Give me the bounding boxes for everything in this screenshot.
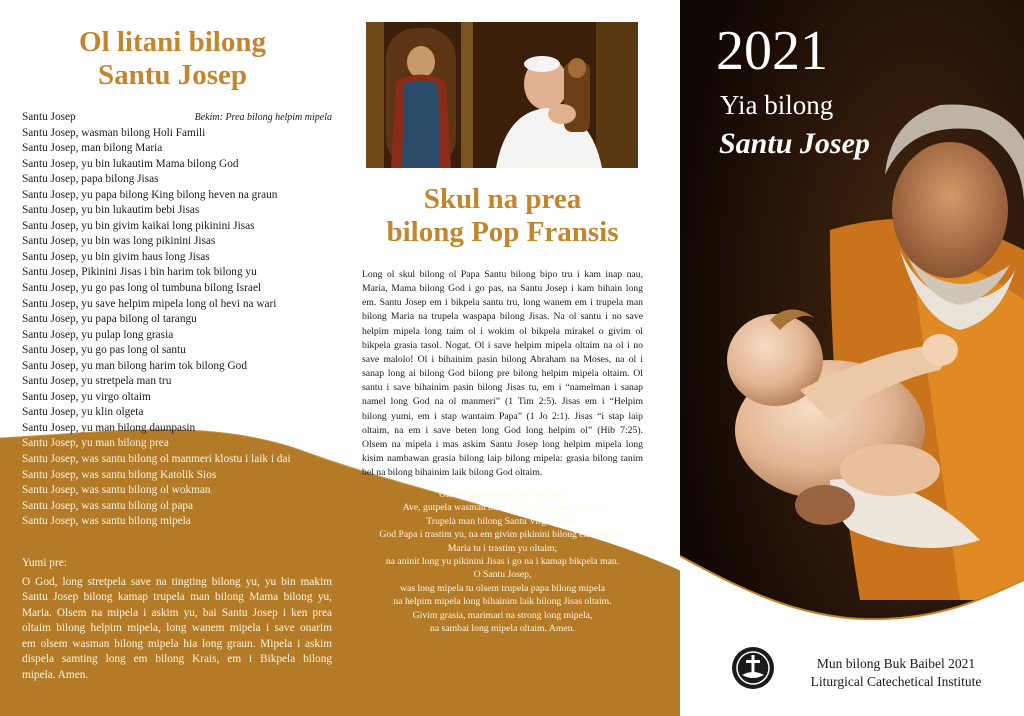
homily-line: Maria, Mama bilong God i go pas, na Santu Josep i kam bihain long <box>362 283 643 295</box>
litany-line: Santu Josep, was santu bilong ol papa <box>22 499 194 512</box>
litany-line: Santu Josep, yu go pas long ol santu <box>22 344 186 357</box>
homily-line: em. Santu Josep em i bikpela santu tru, long wanem em i trupela man <box>362 297 643 309</box>
prayer-line: Santu Josep bilong kamap trupela man bilong Mama bilong yu, <box>22 591 332 604</box>
litany-title-line1: Ol litani bilong <box>79 26 266 58</box>
homily-line: Olsem na mipela i mas askim Santu Josep long helpim mipela long <box>362 438 643 450</box>
prayer-line: dispela samting long em bilong Krais, em i Bikpela bilong <box>22 653 332 666</box>
prayer-line: em olsem wasman bilong mipela hia long graun. Mipela i askim <box>22 637 332 650</box>
cover-subtitle: Yia bilong <box>720 90 834 120</box>
homily-title-line2: bilong Pop Fransis <box>386 216 619 248</box>
footer-line2: Liturgical Catechetical Institute <box>810 674 982 689</box>
prayer-line: O God, long stretpela save na tingting bilong yu, yu bin makim <box>22 575 332 588</box>
prayer-line: mipela. Amen. <box>22 668 89 681</box>
litany-line: Santu Josep, was santu bilong mipela <box>22 515 191 528</box>
litany-line: Santu Josep, yu klin olgeta <box>22 406 144 419</box>
homily-prayer-line: was long mipela tu olsem trupela papa bilong mipela <box>399 582 605 594</box>
homily-line: sanap long ai bilong God bilong pre bilong helpim mipela oltaim. Ol <box>362 368 643 380</box>
litany-line: Santu Josep, was santu bilong Katolik Sios <box>22 468 217 481</box>
litany-line: Santu Josep, yu bin lukautim Mama bilong God <box>22 157 239 170</box>
homily-prayer-line: O Santu Josep, <box>473 569 532 581</box>
litany-line: Santu Josep, yu stretpela man tru <box>22 375 172 388</box>
homily-prayer-line: Ave, gutpela wasman bilong Ridima bilong mipela, <box>402 502 603 514</box>
cover-year: 2021 <box>716 20 828 82</box>
homily-prayer-line: Givim grasia, marimari na strong long mipela, <box>412 609 593 621</box>
homily-prayer-line: Maria tu i trastim yu oltaim; <box>447 542 558 554</box>
litany-title-line2: Santu Josep <box>97 59 248 91</box>
litany-response: Bekim: Prea bilong helpim mipela <box>194 112 332 123</box>
litany-line: Santu Josep, yu pulap long grasia <box>22 328 174 341</box>
homily-line: save malolo! Ol i bihainim pasin bilong Abraham na Moses, na ol i <box>362 353 643 365</box>
homily-line: kisim nambawan grasia bilong laip bilong mipela: grasia bilong tanim <box>362 453 643 465</box>
litany-line: Santu Josep, wasman bilong Holi Famili <box>22 126 206 139</box>
litany-line: Santu Josep, yu bin givim kaikai long pikinini Jisas <box>22 219 255 232</box>
homily-line: bilong Maria na trupela waspapa bilong Jisas. Na ol santu i no save <box>362 311 643 323</box>
homily-line: helpim mipela long taim ol i wokim ol bikpela mirakel o givim ol <box>362 325 643 337</box>
litany-line: Santu Josep, was santu bilong ol manmeri klostu i laik i dai <box>22 453 291 466</box>
homily-line: namel long God na ol manmeri” (1 Tim 2:5). Jisas em i “Helpim <box>362 396 643 408</box>
homily-line: bikpela grasia tasol. Nogat. Ol i save helpim mipela oltaim na ol i no <box>362 339 643 351</box>
footer-line1: Mun bilong Buk Baibel 2021 <box>816 656 976 671</box>
litany-line: Santu Josep, yu go pas long ol tumbuna bilong Israel <box>22 282 262 295</box>
litany-line: Santu Josep, man bilong Maria <box>22 142 163 155</box>
homily-prayer-line: na aninit long yu pikinini Jisas i go na i kamap bikpela man. <box>385 556 620 568</box>
homily-prayer-line: na sambai long mipela oltaim. Amen. <box>429 623 575 635</box>
litany-line: Santu Josep, yu bin lukautim bebi Jisas <box>22 204 200 217</box>
litany-line: Santu Josep, yu bin was long pikinini Jisas <box>22 235 216 248</box>
litany-line: Santu Josep Bekim: Prea bilong helpim mipela <box>22 110 332 126</box>
homily-line: bel na bilong bihainim laik bilong God oltaim. <box>362 467 543 479</box>
publisher-footer <box>786 655 1006 691</box>
homily-prayer-line: God Papa i trastim yu, na em givim pikinini bilong em long yu; <box>379 529 626 541</box>
homily-prayer-line: Olsem na nau yumi pre long em: <box>439 489 566 500</box>
litany-line: Santu Josep, yu man bilong prea <box>22 437 169 450</box>
homily-line: Long ol skul bilong ol Papa Santu bilong bipo tru i kam inap nau, <box>362 269 643 280</box>
homily-line: oltaim, na em i save beten long God long helpim ol” (Hib 7:25). <box>362 424 643 436</box>
litany-line: Santu Josep, Pikinini Jisas i bin harim tok bilong yu <box>22 266 257 279</box>
litany-line: Santu Josep, yu bin givim haus long Jisas <box>22 250 210 263</box>
cover-name: Santu Josep <box>719 127 870 160</box>
litany-line: Santu Josep, yu man bilong daunpasin <box>22 421 196 434</box>
litany-line: Santu Josep, yu man bilong harim tok bilong God <box>22 359 247 372</box>
litany-line: Santu Josep, yu save helpim mipela long ol hevi na wari <box>22 297 277 310</box>
litany-line: Santu Josep, yu papa bilong ol tarangu <box>22 313 197 326</box>
homily-line: bilong yumi, em i stap wantaim Papa” (1 Jo 2:1). Jisas “i stap laip <box>362 410 643 422</box>
litany-line: Santu Josep, yu papa bilong King bilong heven na graun <box>22 188 278 201</box>
prayer-heading: Yumi pre: <box>22 557 67 569</box>
homily-line: santu i save bihainim pasin bilong Jisas tu, em i “namelman i sanap <box>362 382 643 394</box>
litany-line: Santu Josep, was santu bilong ol wokman <box>22 484 211 497</box>
lci-logo-icon <box>730 645 776 691</box>
homily-prayer-line: na helpim mipela long bihainim laik bilong Jisas oltaim. <box>393 596 612 608</box>
prayer-line: Maria. Olsem na mipela i askim yu, bai Santu Josep i ken prea <box>22 606 332 619</box>
litany-line: Santu Josep, yu virgo oltaim <box>22 390 151 403</box>
litany-line: Santu Josep, papa bilong Jisas <box>22 173 159 186</box>
homily-prayer-line: Trupela man bilong Santu Virgo Maria. <box>426 515 579 527</box>
homily-title-line1: Skul na prea <box>423 183 582 215</box>
prayer-line: oltaim bilong helpim mipela, long wanem mipela i save onarim <box>22 622 332 635</box>
